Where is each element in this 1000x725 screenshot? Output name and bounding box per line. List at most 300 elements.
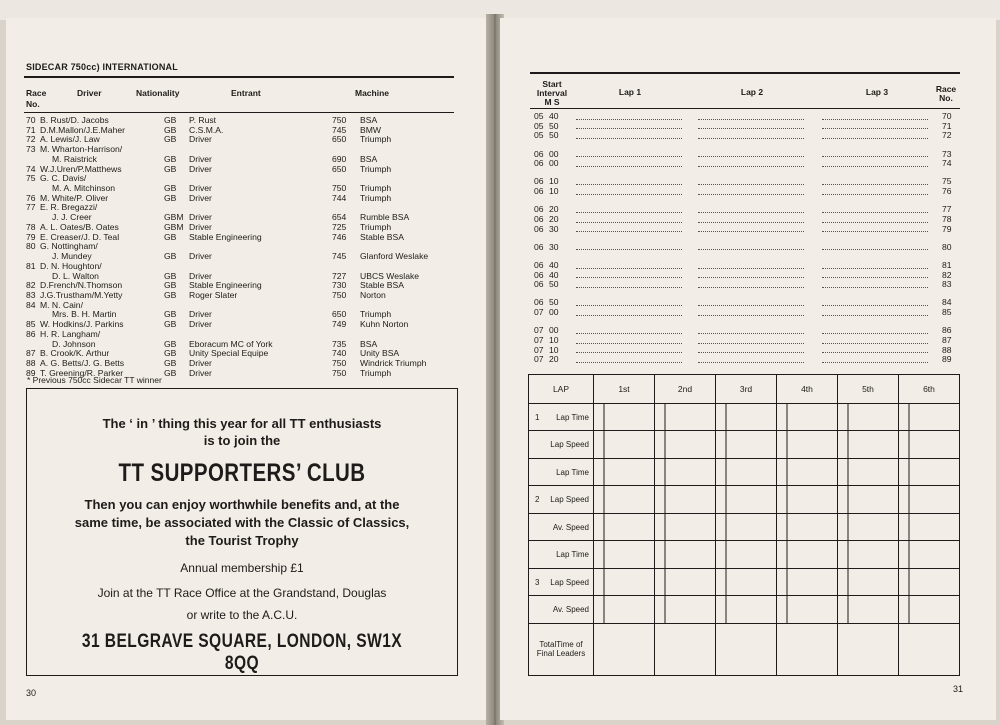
ad-line-3: Then you can enjoy worthwhile benefits and, at the <box>84 497 400 512</box>
lap-entry-cell[interactable] <box>838 596 899 623</box>
lap-2-entry[interactable] <box>698 278 804 288</box>
lap-entry-cell[interactable] <box>899 404 960 431</box>
lap-entry-cell[interactable] <box>716 431 777 458</box>
lap-1-entry[interactable] <box>576 185 682 195</box>
lap-1-speed-row <box>529 431 960 458</box>
race-no: 77 <box>942 204 952 215</box>
final-leaders-row <box>529 623 960 675</box>
lap-header-rule-top <box>530 72 960 74</box>
ad-line-5: the Tourist Trophy <box>185 533 299 548</box>
race-no: 74 <box>26 163 36 174</box>
row-label-text: Lap Speed <box>550 440 589 450</box>
start-seconds: 50 <box>549 130 559 141</box>
row-label-text: Lap Time <box>556 467 589 477</box>
driver-name: A. G. Betts/J. G. Betts <box>40 357 125 368</box>
lap-3-entry[interactable] <box>822 223 928 233</box>
race-no: 75 <box>942 176 952 187</box>
lap-2-entry[interactable] <box>698 269 804 279</box>
lap-entry-cell[interactable] <box>655 431 716 458</box>
join-line-2: or write to the A.C.U. <box>186 608 298 622</box>
lap-2-time-row <box>529 458 960 485</box>
lap-entry-cell[interactable] <box>899 596 960 623</box>
nationality: GB <box>164 348 177 359</box>
lap-1-entry[interactable] <box>576 324 682 334</box>
start-minutes: 06 <box>534 186 544 197</box>
race-no: 77 <box>26 202 36 213</box>
race-no: 84 <box>942 297 952 308</box>
lap-col-3rd: 3rd <box>716 375 777 404</box>
col-entrant: Entrant <box>231 88 261 98</box>
lap-2-entry[interactable] <box>698 120 804 130</box>
engine-cc: 750 <box>332 115 347 125</box>
lap-3-entry[interactable] <box>822 120 928 130</box>
lap-2-entry[interactable] <box>698 110 804 120</box>
race-no: 75 <box>26 173 36 184</box>
lap-2-entry[interactable] <box>698 148 804 158</box>
row-label-text: Lap Time <box>556 412 589 422</box>
lap-entry-cell[interactable] <box>594 541 655 568</box>
lap-3-entry[interactable] <box>822 203 928 213</box>
nationality: GB <box>164 289 177 300</box>
start-seconds: 40 <box>549 269 559 280</box>
machine: Windrick Triumph <box>360 357 427 368</box>
lap-entry-cell[interactable] <box>716 623 777 675</box>
lap-3-speed-row <box>529 568 960 595</box>
entrant: Driver <box>189 251 212 262</box>
race-no: 81 <box>942 259 952 270</box>
entrant: P. Rust <box>189 115 217 125</box>
lap-entry-cell[interactable] <box>655 486 716 513</box>
start-minutes: 06 <box>534 259 544 270</box>
entrant: Unity Special Equipe <box>189 348 269 359</box>
final-label-1: TotalTime of <box>539 640 583 650</box>
race-no: 89 <box>942 354 952 365</box>
driver-name: M. White/P. Oliver <box>40 192 109 203</box>
lap-3-entry[interactable] <box>822 269 928 279</box>
lap-entry-cell[interactable] <box>716 541 777 568</box>
lap-entry-cell[interactable] <box>777 404 838 431</box>
start-minutes: 06 <box>534 279 544 290</box>
machine: BSA <box>360 153 378 164</box>
lap-2-entry[interactable] <box>698 203 804 213</box>
lap-3-entry[interactable] <box>822 148 928 158</box>
header-rule-top <box>24 76 454 78</box>
engine-cc: 730 <box>332 280 347 291</box>
lap-1-entry[interactable] <box>576 213 682 223</box>
start-seconds: 40 <box>549 111 559 121</box>
lap-entry-cell[interactable] <box>594 486 655 513</box>
race-no: 89 <box>26 367 36 378</box>
lap-entry-cell[interactable] <box>838 486 899 513</box>
engine-cc: 745 <box>332 251 347 262</box>
lap-2-entry[interactable] <box>698 334 804 344</box>
start-seconds: 00 <box>549 148 559 159</box>
driver-name: M. N. Cain/ <box>40 299 83 310</box>
entrant: C.S.M.A. <box>189 124 224 135</box>
lap-entry-cell[interactable] <box>838 513 899 540</box>
lap-entry-cell[interactable] <box>655 513 716 540</box>
start-minutes: 06 <box>534 176 544 187</box>
engine-cc: 654 <box>332 212 347 223</box>
lap-entry-cell[interactable] <box>716 568 777 595</box>
lap-3-speed-label <box>529 568 594 595</box>
lap-3-entry[interactable] <box>822 353 928 363</box>
lap-entry-cell[interactable] <box>777 458 838 485</box>
lap-2-entry[interactable] <box>698 175 804 185</box>
engine-cc: 749 <box>332 319 347 330</box>
lap-entry-cell[interactable] <box>838 458 899 485</box>
driver-name: W.J.Uren/P.Matthews <box>40 163 122 174</box>
lap-col-1st: 1st <box>594 375 655 404</box>
start-seconds: 20 <box>549 204 559 215</box>
start-minutes: 06 <box>534 269 544 280</box>
lap-1-entry[interactable] <box>576 110 682 120</box>
lap-entry-cell[interactable] <box>594 513 655 540</box>
page-number-right: 31 <box>953 684 964 694</box>
lap-3-entry[interactable] <box>822 278 928 288</box>
lap-entry-cell[interactable] <box>655 458 716 485</box>
lap-1-entry[interactable] <box>576 278 682 288</box>
lap-1-entry[interactable] <box>576 175 682 185</box>
race-no: 70 <box>942 111 952 121</box>
lap-entry-cell[interactable] <box>716 486 777 513</box>
start-seconds: 20 <box>549 213 559 224</box>
driver-name: M. Wharton-Harrison/ <box>40 144 123 155</box>
race-no: 86 <box>26 328 36 339</box>
lap-2-entry[interactable] <box>698 157 804 167</box>
supporters-club-advert <box>26 388 458 676</box>
lap-entry-cell[interactable] <box>716 513 777 540</box>
driver-name: M. A. Mitchinson <box>52 183 116 194</box>
nationality: GB <box>164 319 177 330</box>
start-minutes: 06 <box>534 223 544 234</box>
lap-2-entry[interactable] <box>698 324 804 334</box>
lap-2-entry[interactable] <box>698 306 804 316</box>
col-lap-1: Lap 1 <box>618 87 642 97</box>
start-minutes: 06 <box>534 213 544 224</box>
lap-1-entry[interactable] <box>576 334 682 344</box>
start-seconds: 30 <box>549 241 559 252</box>
start-seconds: 40 <box>549 259 559 270</box>
row-label-text: Lap Time <box>556 550 589 560</box>
driver-name: W. Hodkins/J. Parkins <box>40 319 124 330</box>
lap-1-entry[interactable] <box>576 296 682 306</box>
engine-cc: 750 <box>332 367 347 378</box>
lap-entry-cell[interactable] <box>594 458 655 485</box>
lap-3-time-label <box>529 541 594 568</box>
start-seconds: 50 <box>549 120 559 131</box>
driver-name: D. N. Houghton/ <box>40 260 102 271</box>
engine-cc: 746 <box>332 231 347 242</box>
engine-cc: 750 <box>332 357 347 368</box>
lap-3-entry[interactable] <box>822 175 928 185</box>
lap-2-time-label <box>529 458 594 485</box>
driver-name: B. Rust/D. Jacobs <box>40 115 109 125</box>
lap-1-time-row <box>529 404 960 431</box>
race-no: 80 <box>26 241 36 252</box>
lap-col-2nd: 2nd <box>655 375 716 404</box>
driver-name: A. Lewis/J. Law <box>40 134 100 145</box>
lap-3-entry[interactable] <box>822 259 928 269</box>
lap-2-entry[interactable] <box>698 241 804 251</box>
ad-line-1: The ‘ in ’ thing this year for all TT enthusiasts <box>102 416 382 431</box>
col-lap-2: Lap 2 <box>740 87 764 97</box>
lap-2-entry[interactable] <box>698 344 804 354</box>
race-no: 88 <box>942 344 952 355</box>
start-seconds: 10 <box>549 344 559 355</box>
driver-name: M. Raistrick <box>52 153 97 164</box>
lap-entry-cell[interactable] <box>594 623 655 675</box>
lap-1-entry[interactable] <box>576 120 682 130</box>
lap-number: 3 <box>535 577 540 587</box>
race-no: 85 <box>942 307 952 318</box>
lap-3-time-row <box>529 541 960 568</box>
driver-name: D.French/N.Thomson <box>40 280 123 291</box>
lap-record-row <box>534 280 964 290</box>
col-start-interval: Start Interval M S <box>536 79 568 107</box>
entry-list <box>26 116 466 378</box>
entrant: Stable Engineering <box>189 280 262 291</box>
start-minutes: 07 <box>534 344 544 355</box>
lap-entry-cell[interactable] <box>838 623 899 675</box>
lap-time-table <box>528 374 960 676</box>
lap-entry-cell[interactable] <box>899 431 960 458</box>
entrant: Driver <box>189 270 212 281</box>
start-seconds: 10 <box>549 334 559 345</box>
lap-entry-cell[interactable] <box>777 596 838 623</box>
lap-2-entry[interactable] <box>698 296 804 306</box>
lap-2-entry[interactable] <box>698 213 804 223</box>
lap-3-entry[interactable] <box>822 344 928 354</box>
nationality: GB <box>164 115 177 125</box>
lap-2-entry[interactable] <box>698 223 804 233</box>
lap-col-4th: 4th <box>777 375 838 404</box>
lap-col-6th: 6th <box>899 375 960 404</box>
footnote: * Previous 750cc Sidecar TT winner <box>27 375 162 385</box>
lap-1-entry[interactable] <box>576 306 682 316</box>
lap-entry-cell[interactable] <box>594 568 655 595</box>
machine: Stable BSA <box>360 280 404 291</box>
lap-1-entry[interactable] <box>576 223 682 233</box>
lap-entry-cell[interactable] <box>655 568 716 595</box>
lap-entry-cell[interactable] <box>899 458 960 485</box>
lap-entry-cell[interactable] <box>716 596 777 623</box>
race-no: 74 <box>942 158 952 169</box>
lap-3-avg-row <box>529 596 960 623</box>
lap-entry-cell[interactable] <box>899 513 960 540</box>
lap-entry-cell[interactable] <box>838 568 899 595</box>
driver-name: Mrs. B. H. Martin <box>52 309 117 320</box>
lap-3-entry[interactable] <box>822 157 928 167</box>
lap-2-entry[interactable] <box>698 129 804 139</box>
lap-3-entry[interactable] <box>822 296 928 306</box>
driver-name: J.G.Trustham/M.Yetty <box>40 289 123 300</box>
start-seconds: 00 <box>549 307 559 318</box>
lap-2-avg-row <box>529 513 960 540</box>
row-label-text: Lap Speed <box>550 577 589 587</box>
start-minutes: 07 <box>534 307 544 318</box>
race-no: 87 <box>26 348 36 359</box>
lap-1-entry[interactable] <box>576 157 682 167</box>
row-label-text: Av. Speed <box>552 605 589 615</box>
lap-entry-cell[interactable] <box>655 541 716 568</box>
lap-entry-cell[interactable] <box>777 513 838 540</box>
engine-cc: 750 <box>332 289 347 300</box>
lap-entry-cell[interactable] <box>899 541 960 568</box>
lap-entry-cell[interactable] <box>594 404 655 431</box>
final-leaders-label <box>529 623 594 675</box>
lap-entry-cell[interactable] <box>777 486 838 513</box>
engine-cc: 735 <box>332 338 347 349</box>
lap-3-entry[interactable] <box>822 306 928 316</box>
lap-2-avg-label <box>529 513 594 540</box>
start-minutes: 07 <box>534 334 544 345</box>
lap-3-entry[interactable] <box>822 213 928 223</box>
start-minutes: 05 <box>534 130 544 141</box>
machine: Triumph <box>360 309 392 320</box>
entrant: Roger Slater <box>189 289 238 300</box>
machine: Norton <box>360 289 386 300</box>
lap-entry-cell[interactable] <box>899 568 960 595</box>
race-no: 80 <box>942 241 952 252</box>
race-no: 73 <box>942 148 952 159</box>
lap-header-rule-bottom <box>530 108 960 109</box>
machine: Triumph <box>360 183 392 194</box>
club-name: TT SUPPORTERS’ CLUB <box>118 459 366 487</box>
lap-record-row <box>534 131 964 141</box>
entrant: Driver <box>189 221 212 232</box>
lap-entry-cell[interactable] <box>716 404 777 431</box>
entrant: Stable Engineering <box>189 231 262 242</box>
lap-3-entry[interactable] <box>822 324 928 334</box>
race-no: 87 <box>942 334 952 345</box>
nationality: GB <box>164 192 177 203</box>
lap-record-list <box>534 112 964 365</box>
lap-1-entry[interactable] <box>576 259 682 269</box>
lap-record-row <box>534 159 964 169</box>
lap-1-entry[interactable] <box>576 353 682 363</box>
lap-number: 2 <box>535 495 540 505</box>
lap-entry-cell[interactable] <box>777 431 838 458</box>
lap-entry-cell[interactable] <box>594 431 655 458</box>
lap-entry-cell[interactable] <box>594 596 655 623</box>
header-rule-bottom <box>24 112 454 113</box>
start-minutes: 06 <box>534 297 544 308</box>
lap-entry-cell[interactable] <box>838 404 899 431</box>
nationality: GB <box>164 231 177 242</box>
race-no: 76 <box>26 192 36 203</box>
nationality: GB <box>164 124 177 135</box>
race-no: 84 <box>26 299 36 310</box>
machine: Triumph <box>360 163 392 174</box>
machine: Triumph <box>360 221 392 232</box>
lap-entry-cell[interactable] <box>838 541 899 568</box>
driver-name: T. Greening/R. Parker <box>40 367 124 378</box>
ad-line-2: is to join the <box>203 433 281 448</box>
lap-1-entry[interactable] <box>576 269 682 279</box>
nationality: GBM <box>164 221 184 232</box>
lap-3-avg-label <box>529 596 594 623</box>
driver-name: J. Mundey <box>52 251 92 262</box>
lap-3-entry[interactable] <box>822 241 928 251</box>
lap-3-entry[interactable] <box>822 110 928 120</box>
race-no: 86 <box>942 325 952 336</box>
lap-entry-cell[interactable] <box>838 431 899 458</box>
lap-entry-cell[interactable] <box>899 486 960 513</box>
entrant: Driver <box>189 134 212 145</box>
race-no: 72 <box>942 130 952 141</box>
lap-1-entry[interactable] <box>576 344 682 354</box>
lap-2-entry[interactable] <box>698 353 804 363</box>
lap-entry-cell[interactable] <box>716 458 777 485</box>
lap-1-entry[interactable] <box>576 241 682 251</box>
race-no: 85 <box>26 319 36 330</box>
entry-row <box>26 291 466 301</box>
lap-3-entry[interactable] <box>822 185 928 195</box>
lap-record-row <box>534 225 964 235</box>
entrant: Driver <box>189 367 212 378</box>
col-race-no-right: Race No. <box>935 84 957 103</box>
nationality: GBM <box>164 212 184 223</box>
start-seconds: 00 <box>549 325 559 336</box>
lap-1-entry[interactable] <box>576 148 682 158</box>
lap-entry-cell[interactable] <box>777 568 838 595</box>
lap-1-entry[interactable] <box>576 129 682 139</box>
lap-1-entry[interactable] <box>576 203 682 213</box>
driver-name: H. R. Langham/ <box>40 328 101 339</box>
engine-cc: 750 <box>332 183 347 194</box>
race-no: 82 <box>26 280 36 291</box>
start-minutes: 05 <box>534 120 544 131</box>
lap-2-speed-row <box>529 486 960 513</box>
entrant: Eboracum MC of York <box>189 338 273 349</box>
lap-entry-cell[interactable] <box>777 541 838 568</box>
lap-3-entry[interactable] <box>822 334 928 344</box>
race-no: 79 <box>942 223 952 234</box>
col-driver: Driver <box>77 88 102 98</box>
race-no: 82 <box>942 269 952 280</box>
driver-name: D.M.Mallon/J.E.Maher <box>40 124 126 135</box>
race-no: 78 <box>942 213 952 224</box>
lap-col-5th: 5th <box>838 375 899 404</box>
race-no: 79 <box>26 231 36 242</box>
machine: BMW <box>360 124 382 135</box>
lap-entry-cell[interactable] <box>899 623 960 675</box>
start-minutes: 06 <box>534 158 544 169</box>
race-no: 83 <box>942 279 952 290</box>
start-minutes: 06 <box>534 204 544 215</box>
col-lap-3: Lap 3 <box>865 87 889 97</box>
lap-1-time-label <box>529 404 594 431</box>
lap-entry-cell[interactable] <box>777 623 838 675</box>
lap-2-entry[interactable] <box>698 259 804 269</box>
driver-name: G. Nottingham/ <box>40 241 98 252</box>
lap-2-entry[interactable] <box>698 185 804 195</box>
machine: Glanford Weslake <box>360 251 429 262</box>
lap-3-entry[interactable] <box>822 129 928 139</box>
section-title: SIDECAR 750cc) INTERNATIONAL <box>26 62 178 72</box>
machine: Triumph <box>360 134 392 145</box>
driver-name: J. J. Creer <box>52 212 92 223</box>
lap-entry-cell[interactable] <box>655 623 716 675</box>
lap-record-row <box>534 187 964 197</box>
start-minutes: 06 <box>534 241 544 252</box>
machine: Unity BSA <box>360 348 400 359</box>
lap-entry-cell[interactable] <box>655 404 716 431</box>
lap-entry-cell[interactable] <box>655 596 716 623</box>
engine-cc: 725 <box>332 221 347 232</box>
nationality: GB <box>164 251 177 262</box>
